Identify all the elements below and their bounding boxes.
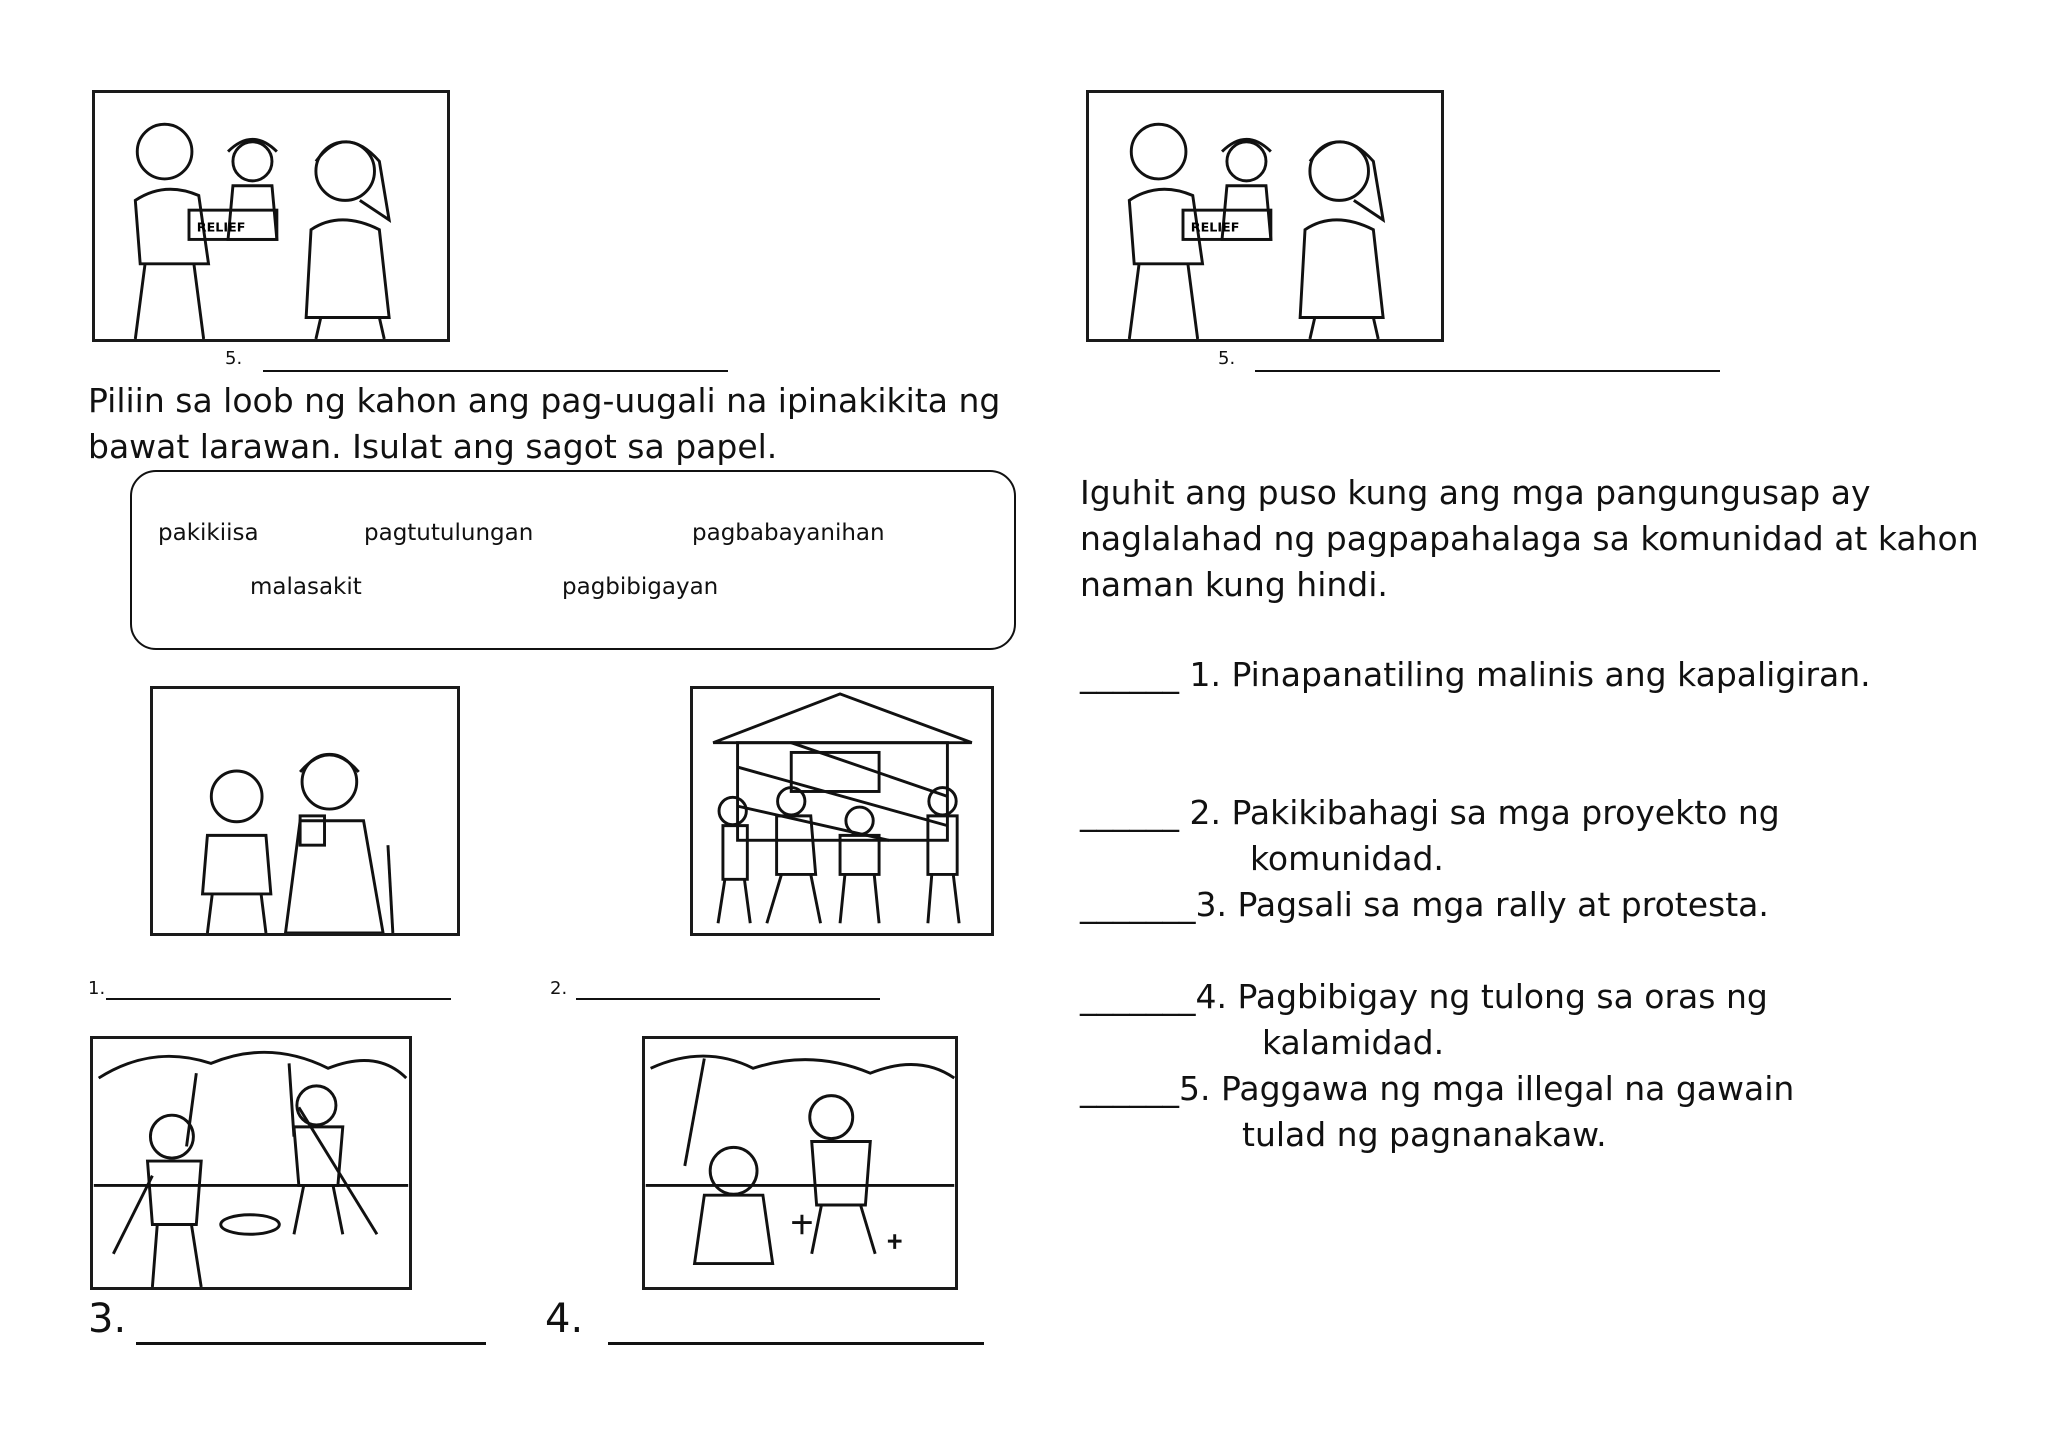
right-item-4-continued: kalamidad. [1262,1023,1445,1062]
relief-illustration [95,93,447,339]
relief-sign-text: RELIEF [196,219,246,235]
picture-2-number: 2. [550,978,568,999]
top-left-item-number: 5. [225,348,243,369]
picture-4-answer-line[interactable] [608,1342,984,1345]
choice-pakikiisa: pakikiisa [158,520,259,546]
relief-picture-left [92,90,450,342]
planting-illustration [645,1039,955,1287]
helping-elder-illustration [153,689,457,933]
picture-1-answer-line[interactable] [106,998,451,1000]
right-item-3: _______3. Pagsali sa mga rally at protesta. [1080,885,1769,924]
choice-pagbibigayan: pagbibigayan [562,574,719,600]
picture-3-number: 3. [88,1296,127,1342]
right-item-1: ______ 1. Pinapanatiling malinis ang kapaligiran. [1080,655,1871,694]
choice-pagtutulungan: pagtutulungan [364,520,534,546]
picture-2-answer-line[interactable] [576,998,880,1000]
right-item-5-continued: tulad ng pagnanakaw. [1242,1115,1607,1154]
right-instruction-line3: naman kung hindi. [1080,565,1388,604]
relief-picture-right [1086,90,1444,342]
left-instruction-line1: Piliin sa loob ng kahon ang pag-uugali na ipinakikita ng [88,381,1001,420]
picture-1-number: 1. [88,978,106,999]
top-left-answer-line[interactable] [263,370,728,372]
picture-2-bayanihan [690,686,994,936]
picture-1-helping-elder [150,686,460,936]
top-right-item-number: 5. [1218,348,1236,369]
right-instruction [1080,470,1979,608]
picture-3-answer-line[interactable] [136,1342,486,1345]
left-instruction-line2: bawat larawan. Isulat ang sagot sa papel. [88,427,778,466]
top-right-answer-line[interactable] [1255,370,1720,372]
picture-4-number: 4. [545,1296,584,1342]
picture-4-planting [642,1036,958,1290]
picture-3-sweeping [90,1036,412,1290]
right-item-4: _______4. Pagbibigay ng tulong sa oras ng [1080,977,1768,1016]
word-choice-box [130,470,1016,650]
relief-illustration-copy [1089,93,1441,339]
choice-pagbabayanihan: pagbabayanihan [692,520,885,546]
right-item-2: ______ 2. Pakikibahagi sa mga proyekto ng [1080,793,1780,832]
right-item-5: ______5. Paggawa ng mga illegal na gawain [1080,1069,1795,1108]
right-instruction-line1: Iguhit ang puso kung ang mga pangungusap ay [1080,473,1871,512]
right-instruction-line2: naglalahad ng pagpapahalaga sa komunidad at kahon [1080,519,1979,558]
relief-sign-text-copy: RELIEF [1190,219,1240,235]
sweeping-illustration [93,1039,409,1287]
left-instruction [88,378,1000,470]
choice-malasakit: malasakit [250,574,362,600]
bayanihan-illustration [693,689,991,933]
right-item-2-continued: komunidad. [1250,839,1444,878]
